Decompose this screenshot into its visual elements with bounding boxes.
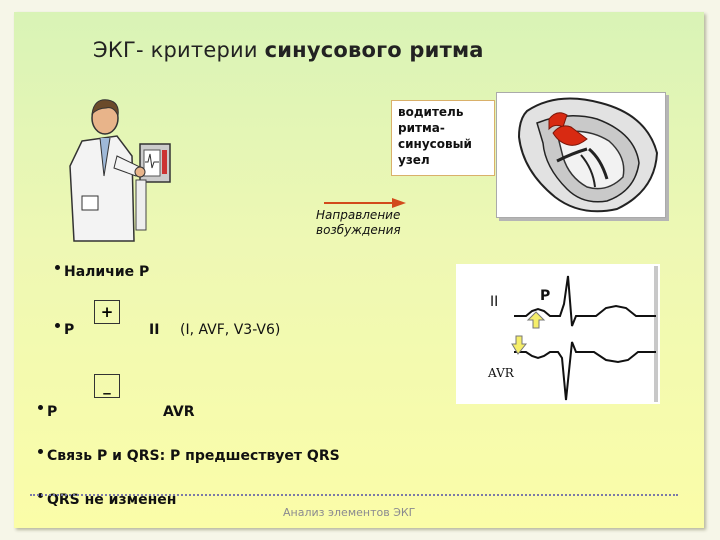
bullet-p-negative <box>38 404 57 420</box>
bullet-dot <box>38 449 43 454</box>
bullet-dot <box>38 405 43 410</box>
footer-divider <box>30 494 678 496</box>
bullet-2-lead: II <box>149 322 160 338</box>
bullet-dot <box>55 323 60 328</box>
callout-line-2: ритма- <box>398 121 445 135</box>
bullet-4-text: Связь P и QRS: P предшествует QRS <box>47 448 340 464</box>
pacemaker-callout <box>391 100 495 176</box>
bullet-presence-p <box>55 264 149 280</box>
direction-line-1: Направление <box>316 208 401 222</box>
bullet-2-p: P <box>64 322 75 338</box>
negative-sign: _ <box>103 377 111 395</box>
heart-diagram <box>496 92 666 218</box>
bullet-5-text: QRS не изменен <box>47 492 177 508</box>
bullet-dot <box>55 265 60 270</box>
footer-text: Анализ элементов ЭКГ <box>283 506 416 519</box>
bullet-2-extra-leads: (I, AVF, V3-V6) <box>180 322 281 338</box>
ecg-lead-avr-label: AVR <box>488 366 514 380</box>
bullet-p-positive <box>55 322 74 338</box>
callout-line-4: узел <box>398 153 430 167</box>
doctor-with-ecg-illustration <box>62 96 172 246</box>
slide-title <box>93 38 484 62</box>
title-regular: ЭКГ- критерии <box>93 38 265 62</box>
heart-drawing <box>497 93 665 217</box>
positive-sign-box <box>94 300 120 324</box>
ecg-leads-panel <box>456 264 660 404</box>
callout-line-3: синусовый <box>398 137 472 151</box>
ecg-p-wave-label: P <box>540 288 551 304</box>
direction-line-2: возбуждения <box>316 223 401 237</box>
bullet-p-qrs-relation <box>38 448 340 464</box>
negative-sign-box <box>94 374 120 398</box>
bullet-3-lead: AVR <box>163 404 195 420</box>
ecg-lead-ii-label: II <box>490 294 499 310</box>
excitation-direction-label <box>316 208 401 238</box>
title-bold: синусового ритма <box>264 38 484 62</box>
ecg-traces <box>456 264 660 404</box>
callout-line-1: водитель <box>398 105 464 119</box>
positive-sign: + <box>100 303 114 321</box>
bullet-1-text: Наличие P <box>64 264 150 280</box>
bullet-3-p: P <box>47 404 58 420</box>
